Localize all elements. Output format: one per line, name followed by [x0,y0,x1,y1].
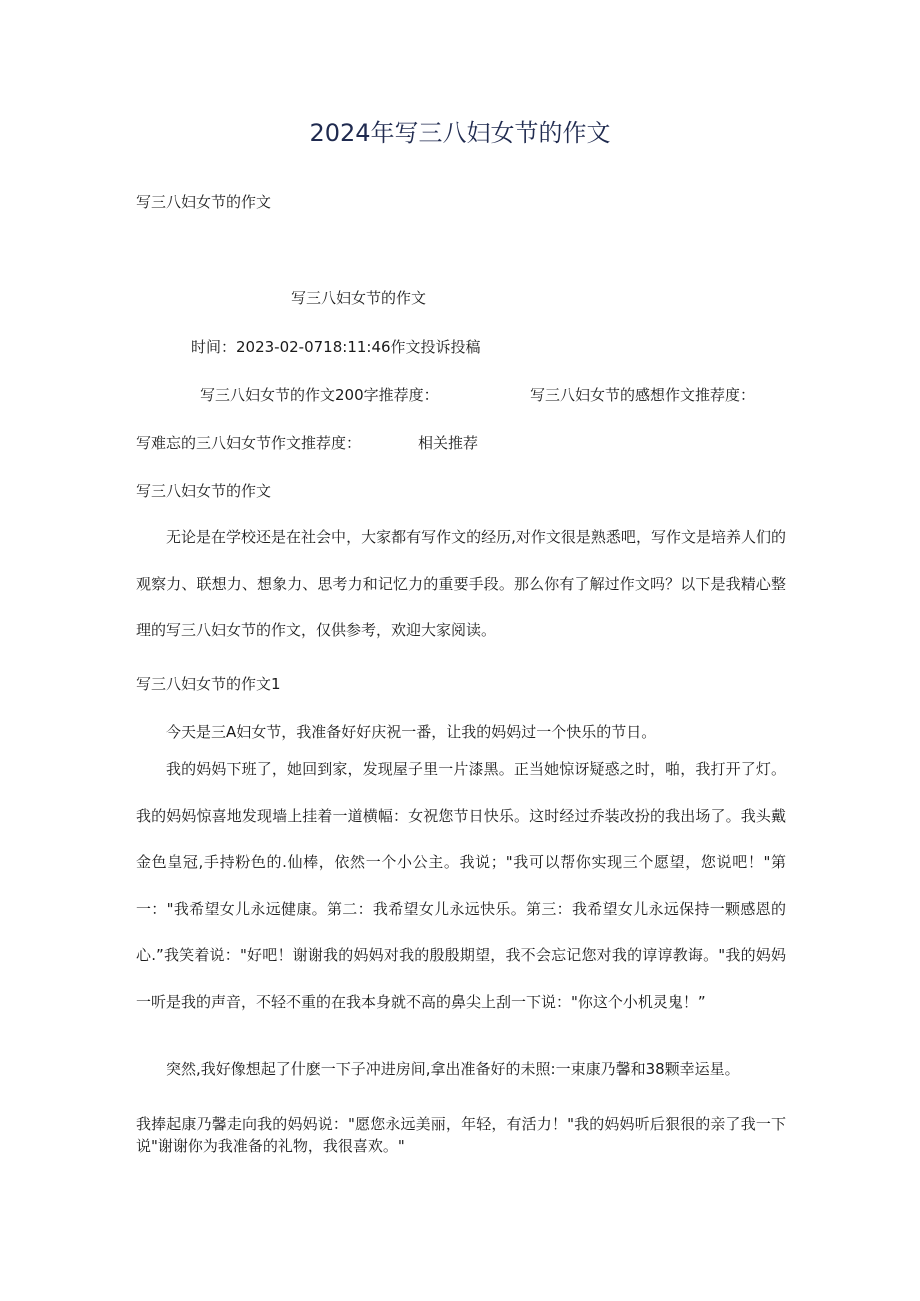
essay1-paragraph-2: 我的妈妈下班了，她回到家，发现屋子里一片漆黑。正当她惊讶疑惑之时，啪，我打开了灯。我的妈妈惊喜地发现墙上挂着一道横幅：女祝您节日快乐。这时经过乔装改扮的我出场了。我头戴金色皇冠,手持粉色的.仙棒，依然一个小公主。我说；"我可以帮你实现三个愿望，您说吧！"第一："我希望女儿永远健康。第二：我希望女儿永远快乐。第三：我希望女儿永远保持一颗感恩的心.”我笑着说："好吧！谢谢我的妈妈对我的殷殷期望，我不会忘记您对我的谆谆教诲。"我的妈妈一听是我的声音，不轻不重的在我本身就不高的鼻尖上刮一下说："你这个小机灵鬼！” [136,760,786,1011]
essay1-paragraph-3: 突然,我好像想起了什麽一下子冲进房间,拿出准备好的未照:一束康乃馨和38颗幸运星。 [166,1060,740,1078]
recommend-link-2[interactable]: 写三八妇女节的感想作文推荐度： [530,386,756,404]
subtitle: 写三八妇女节的作文 [136,193,272,211]
document-title: 2024年写三八妇女节的作文 [309,119,611,147]
meta-line: 时间：2023-02-0718:11:46作文投诉投稿 [191,338,481,356]
essay1-paragraph-1: 今天是三A妇女节，我准备好好庆祝一番，让我的妈妈过一个快乐的节日。 [166,723,657,741]
essay1-heading: 写三八妇女节的作文1 [136,675,281,693]
related-recommend-label: 相关推荐 [418,434,479,452]
center-title: 写三八妇女节的作文 [291,289,427,307]
intro-paragraph: 无论是在学校还是在社会中，大家都有写作文的经历,对作文很是熟悉吧，写作文是培养人们的观察力、联想力、想象力、思考力和记忆力的重要手段。那么你有了解过作文吗？以下是我精心整理的写三八妇女节的作文，仅供参考，欢迎大家阅读。 [136,528,786,639]
section-heading: 写三八妇女节的作文 [136,482,272,500]
essay1-paragraph-4: 我捧起康乃馨走向我的妈妈说："愿您永远美丽，年轻，有活力！"我的妈妈听后狠很的亲了我一下说"谢谢你为我准备的礼物，我很喜欢。" [136,1115,786,1155]
recommend-link-3[interactable]: 写难忘的三八妇女节作文推荐度： [136,434,362,452]
recommend-link-1[interactable]: 写三八妇女节的作文200字推荐度： [200,386,439,404]
